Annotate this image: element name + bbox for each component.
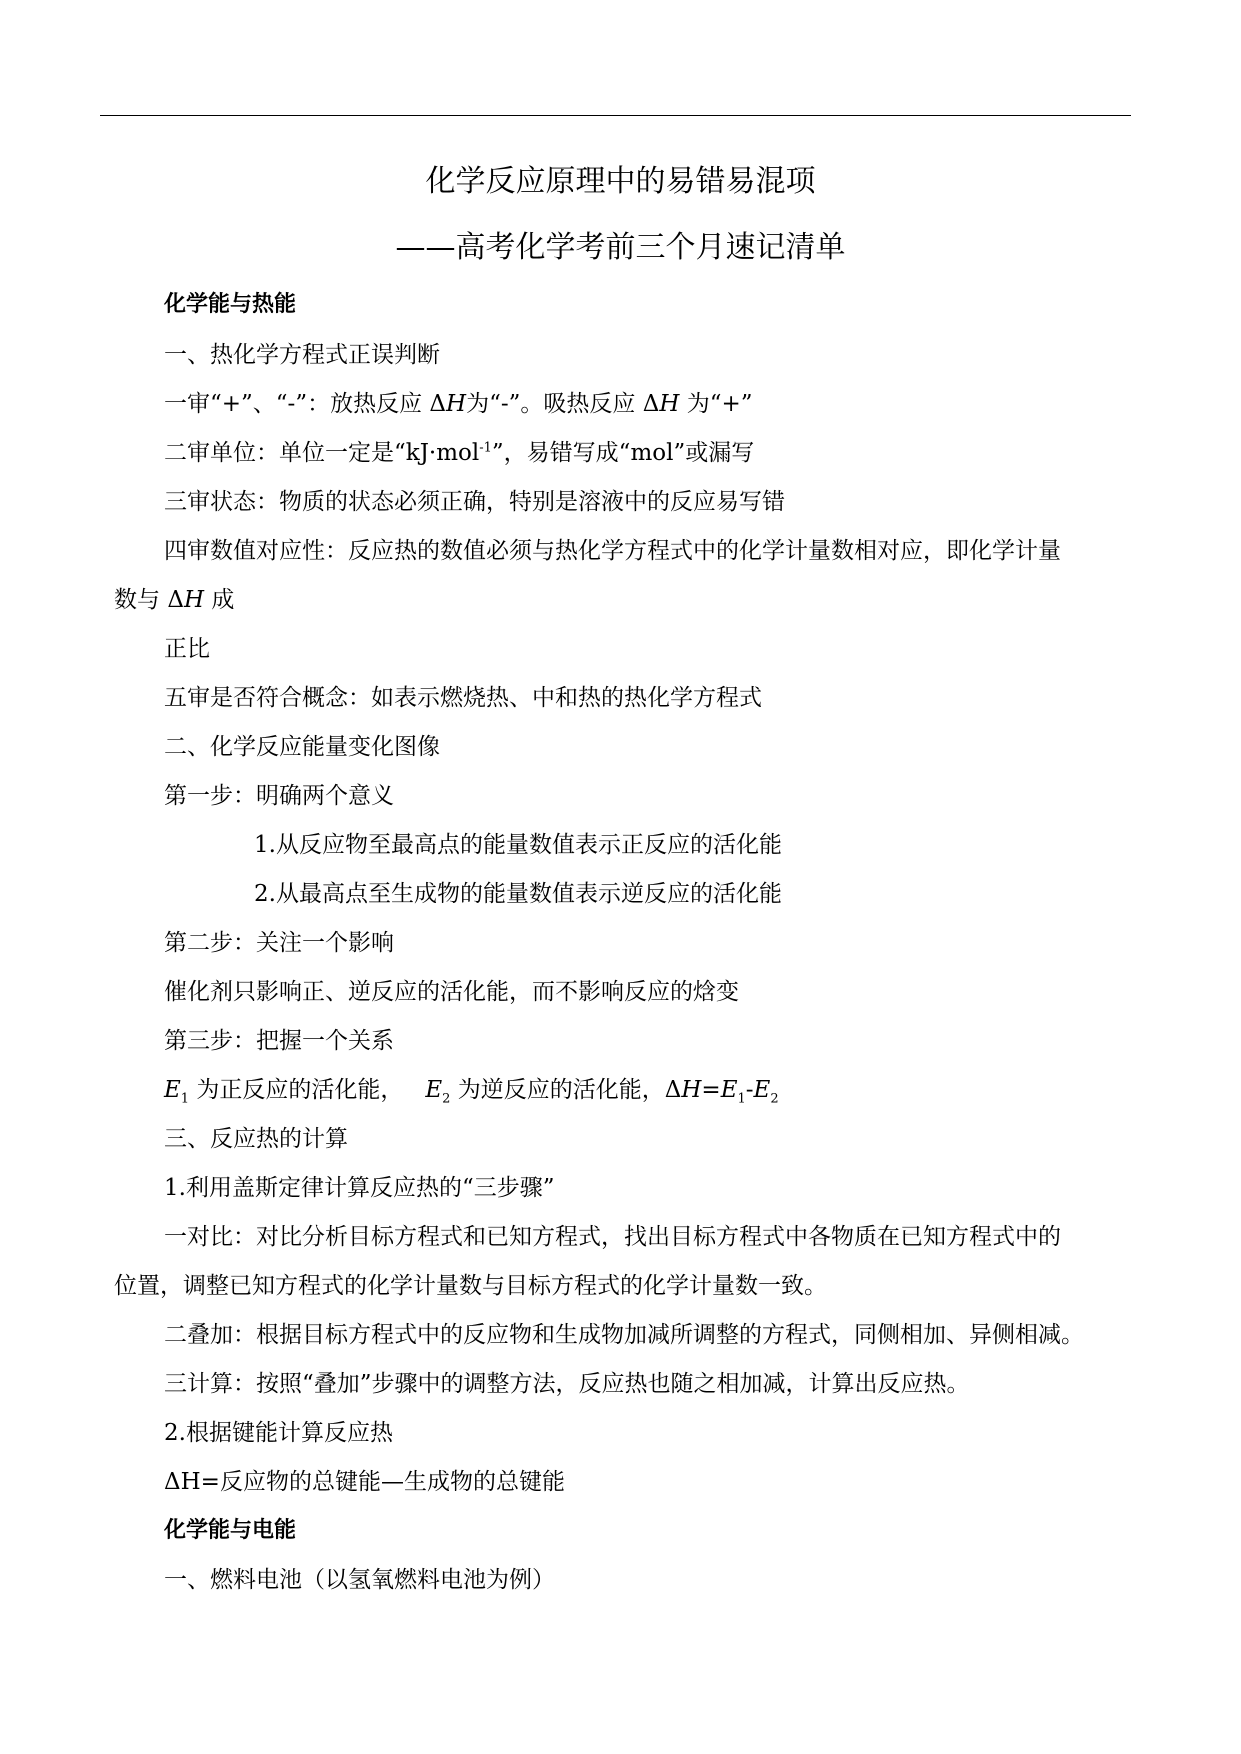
section-heading-thermal: 化学能与热能 xyxy=(164,292,297,317)
check-value-line-1: 四审数值对应性：反应热的数值必须与热化学方程式中的化学计量数相对应，即化学计量 xyxy=(164,538,1061,564)
heading-equation-check: 一、热化学方程式正误判断 xyxy=(164,342,440,368)
heading-fuel-cell: 一、燃料电池（以氢氧燃料电池为例） xyxy=(164,1567,555,1593)
check-value-line-2: 数与 ΔH 成 xyxy=(114,587,235,613)
header-rule xyxy=(100,115,1131,116)
calc-compute-line: 三计算：按照“叠加”步骤中的调整方法，反应热也随之相加减，计算出反应热。 xyxy=(164,1371,970,1397)
check-state-line: 三审状态：物质的状态必须正确，特别是溶液中的反应易写错 xyxy=(164,489,785,515)
heading-energy-diagram: 二、化学反应能量变化图像 xyxy=(164,734,440,760)
activation-energy-relation: $E_1$ 为正反应的活化能， $E_2$ 为逆反应的活化能，$\Delta H=E_1-E_2$ xyxy=(164,1077,779,1107)
document-title: 化学反应原理中的易错易混项 xyxy=(425,164,816,199)
step-3: 第三步：把握一个关系 xyxy=(164,1028,394,1054)
step-2: 第二步：关注一个影响 xyxy=(164,930,394,956)
calc-hess-law: 1.利用盖斯定律计算反应热的“三步骤” xyxy=(164,1175,555,1201)
calc-compare-line-2: 位置，调整已知方程式的化学计量数与目标方程式的化学计量数一致。 xyxy=(114,1273,827,1299)
calc-compare-line-1: 一对比：对比分析目标方程式和已知方程式，找出目标方程式中各物质在已知方程式中的 xyxy=(164,1224,1061,1250)
check-value-line-3: 正比 xyxy=(164,636,210,662)
step-1-item-1: 1.从反应物至最高点的能量数值表示正反应的活化能 xyxy=(254,832,782,858)
bond-energy-formula: ΔH=反应物的总键能—生成物的总键能 xyxy=(164,1469,565,1495)
step-2-text: 催化剂只影响正、逆反应的活化能，而不影响反应的焓变 xyxy=(164,979,739,1005)
step-1: 第一步：明确两个意义 xyxy=(164,783,394,809)
section-heading-electrochem: 化学能与电能 xyxy=(164,1518,297,1543)
calc-superpose-line: 二叠加：根据目标方程式中的反应物和生成物加减所调整的方程式，同侧相加、异侧相减。 xyxy=(164,1322,1084,1348)
step-1-item-2: 2.从最高点至生成物的能量数值表示逆反应的活化能 xyxy=(254,881,782,907)
document-subtitle: ——高考化学考前三个月速记清单 xyxy=(395,230,846,265)
check-sign-line: 一审“+”、“-”：放热反应 ΔH为“-”。吸热反应 ΔH 为“+” xyxy=(164,391,753,417)
heading-heat-calculation: 三、反应热的计算 xyxy=(164,1126,348,1152)
calc-bond-energy: 2.根据键能计算反应热 xyxy=(164,1420,393,1446)
check-unit-line: 二审单位：单位一定是“kJ·mol$^{-1}$”，易错写成“mol”或漏写 xyxy=(164,440,755,466)
check-concept-line: 五审是否符合概念：如表示燃烧热、中和热的热化学方程式 xyxy=(164,685,762,711)
